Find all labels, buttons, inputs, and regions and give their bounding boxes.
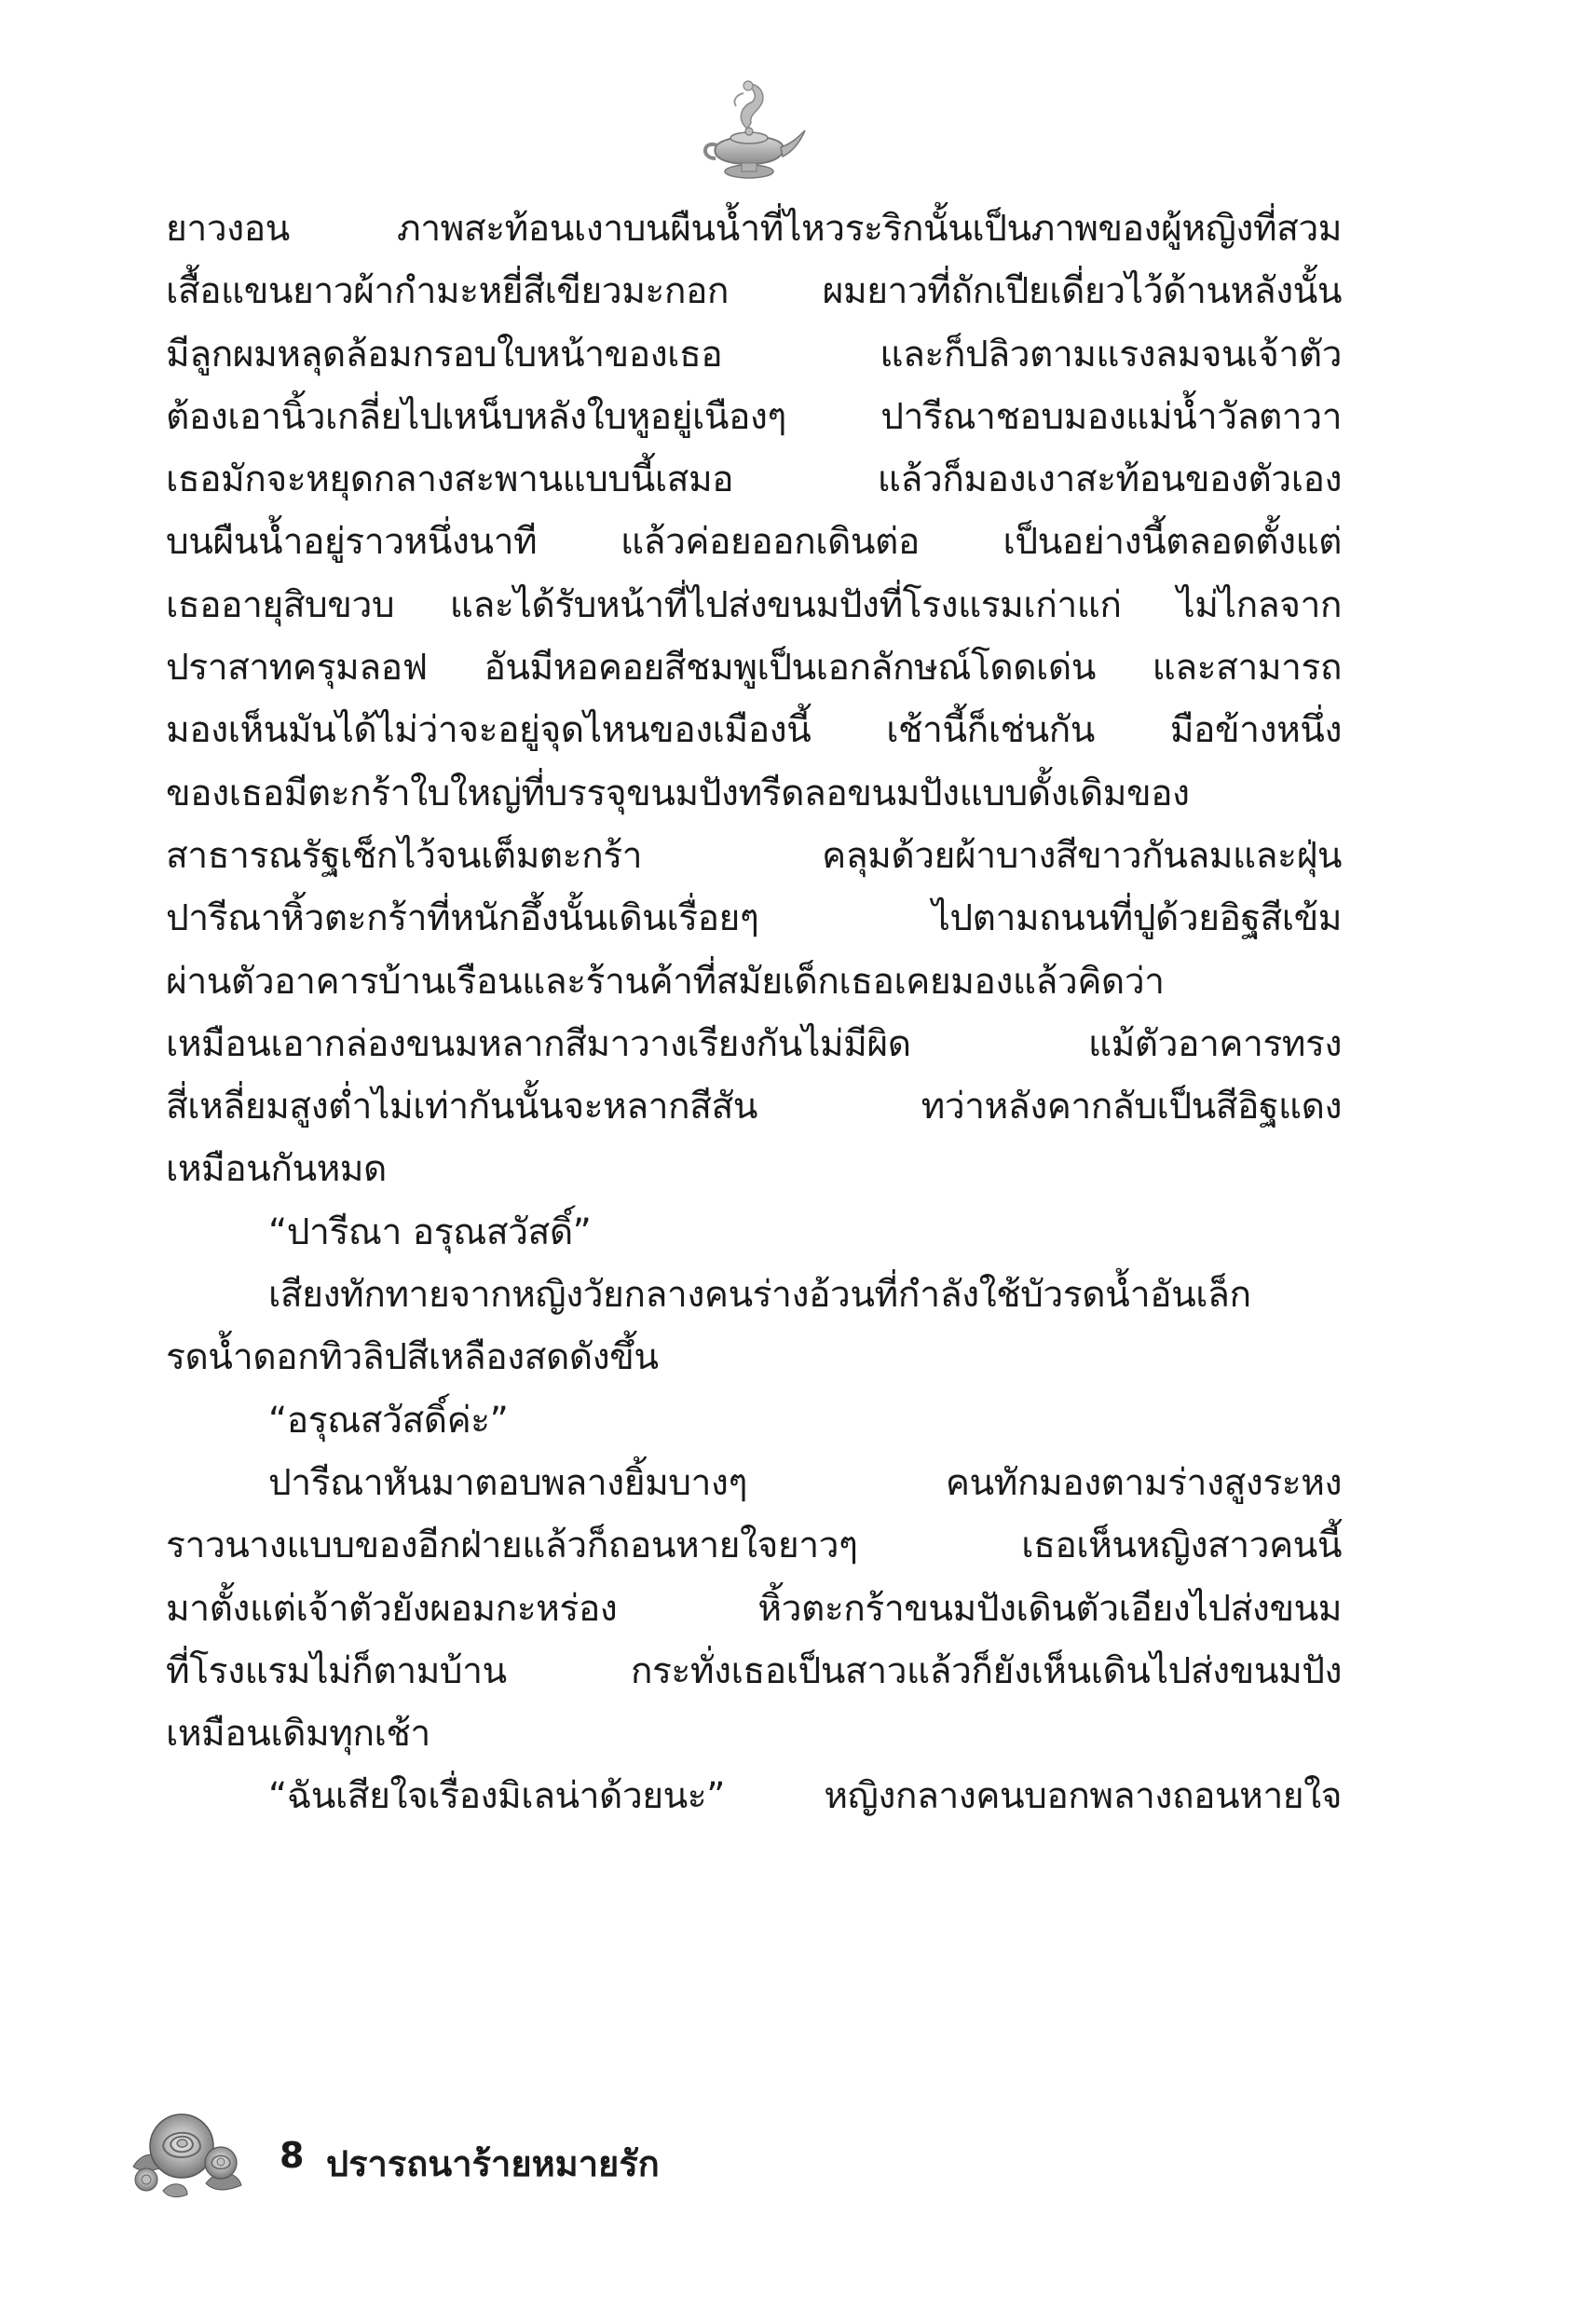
text-line: ปราสาทครุมลอฟ อันมีหอคอยสีชมพูเป็นเอกลักษณ์โดดเด่น และสามารถ: [166, 647, 1342, 690]
text-line: ราวนางแบบของอีกฝ่ายแล้วก็ถอนหายใจยาวๆ เธอเห็นหญิงสาวคนนี้: [166, 1525, 1342, 1567]
text-line: ปารีณาหิ้วตะกร้าที่หนักอึ้งนั้นเดินเรื่อยๆ ไปตามถนนที่ปูด้วยอิฐสีเข้ม: [166, 897, 1342, 940]
text-line: มาตั้งแต่เจ้าตัวยังผอมกะหร่อง หิ้วตะกร้าขนมปังเดินตัวเอียงไปส่งขนม: [166, 1587, 1342, 1630]
text-line: รดน้ำดอกทิวลิปสีเหลืองสดดังขึ้น: [166, 1336, 659, 1379]
book-title: ปรารถนาร้ายหมายรัก: [326, 2143, 660, 2184]
page-footer: [126, 2101, 778, 2213]
text-line: ยาวงอน ภาพสะท้อนเงาบนผืนน้ำที่ไหวระริกนั้นเป็นภาพของผู้หญิงที่สวม: [166, 208, 1342, 250]
text-line: “อรุณสวัสดิ์ค่ะ”: [268, 1399, 509, 1442]
text-line: เหมือนกันหมด: [166, 1148, 387, 1191]
magic-lamp-icon: [689, 75, 811, 186]
text-line: “ฉันเสียใจเรื่องมิเลน่าด้วยนะ” หญิงกลางคนบอกพลางถอนหายใจ: [268, 1775, 1342, 1818]
text-line: ปารีณาหันมาตอบพลางยิ้มบางๆ คนทักมองตามร่างสูงระหง: [268, 1461, 1342, 1504]
text-line: เสียงทักทายจากหญิงวัยกลางคนร่างอ้วนที่กำลังใช้บัวรดน้ำอันเล็ก: [268, 1274, 1251, 1317]
text-line: เธออายุสิบขวบ และได้รับหน้าที่ไปส่งขนมปังที่โรงแรมเก่าแก่ ไม่ไกลจาก: [166, 583, 1342, 626]
text-line: เหมือนเดิมทุกเช้า: [166, 1713, 430, 1756]
rose-icon: [126, 2101, 247, 2204]
text-line: สาธารณรัฐเช็กไว้จนเต็มตะกร้า คลุมด้วยผ้าบางสีขาวกันลมและฝุ่น: [166, 834, 1342, 877]
body-text: [166, 198, 1342, 1828]
text-line: มองเห็นมันได้ไม่ว่าจะอยู่จุดไหนของเมืองนี้ เช้านี้ก็เช่นกัน มือข้างหนึ่ง: [166, 709, 1342, 752]
text-line: สี่เหลี่ยมสูงต่ำไม่เท่ากันนั้นจะหลากสีสัน ทว่าหลังคากลับเป็นสีอิฐแดง: [166, 1086, 1342, 1128]
page-number: 8: [280, 2135, 305, 2176]
text-line: เธอมักจะหยุดกลางสะพานแบบนี้เสมอ แล้วก็มองเงาสะท้อนของตัวเอง: [166, 458, 1342, 501]
text-line: ต้องเอานิ้วเกลี่ยไปเหน็บหลังใบหูอยู่เนืองๆ ปารีณาชอบมองแม่น้ำวัลตาวา: [166, 395, 1342, 438]
text-line: มีลูกผมหลุดล้อมกรอบใบหน้าของเธอ และก็ปลิวตามแรงลมจนเจ้าตัว: [166, 333, 1342, 376]
text-line: ที่โรงแรมไม่ก็ตามบ้าน กระทั่งเธอเป็นสาวแล้วก็ยังเห็นเดินไปส่งขนมปัง: [166, 1649, 1342, 1692]
text-line: บนผืนน้ำอยู่ราวหนึ่งนาที แล้วค่อยออกเดินต่อ เป็นอย่างนี้ตลอดตั้งแต่: [166, 521, 1342, 564]
text-line: เหมือนเอากล่องขนมหลากสีมาวางเรียงกันไม่มีผิด แม้ตัวอาคารทรง: [166, 1022, 1342, 1065]
text-line: ของเธอมีตะกร้าใบใหญ่ที่บรรจุขนมปังทรีดลอขนมปังแบบดั้งเดิมของ: [166, 772, 1190, 814]
text-line: “ปารีณา อรุณสวัสดิ์”: [268, 1210, 592, 1253]
text-line: ผ่านตัวอาคารบ้านเรือนและร้านค้าที่สมัยเด็กเธอเคยมองแล้วคิดว่า: [166, 960, 1165, 1003]
text-line: เสื้อแขนยาวผ้ากำมะหยี่สีเขียวมะกอก ผมยาวที่ถักเปียเดี่ยวไว้ด้านหลังนั้น: [166, 270, 1342, 313]
